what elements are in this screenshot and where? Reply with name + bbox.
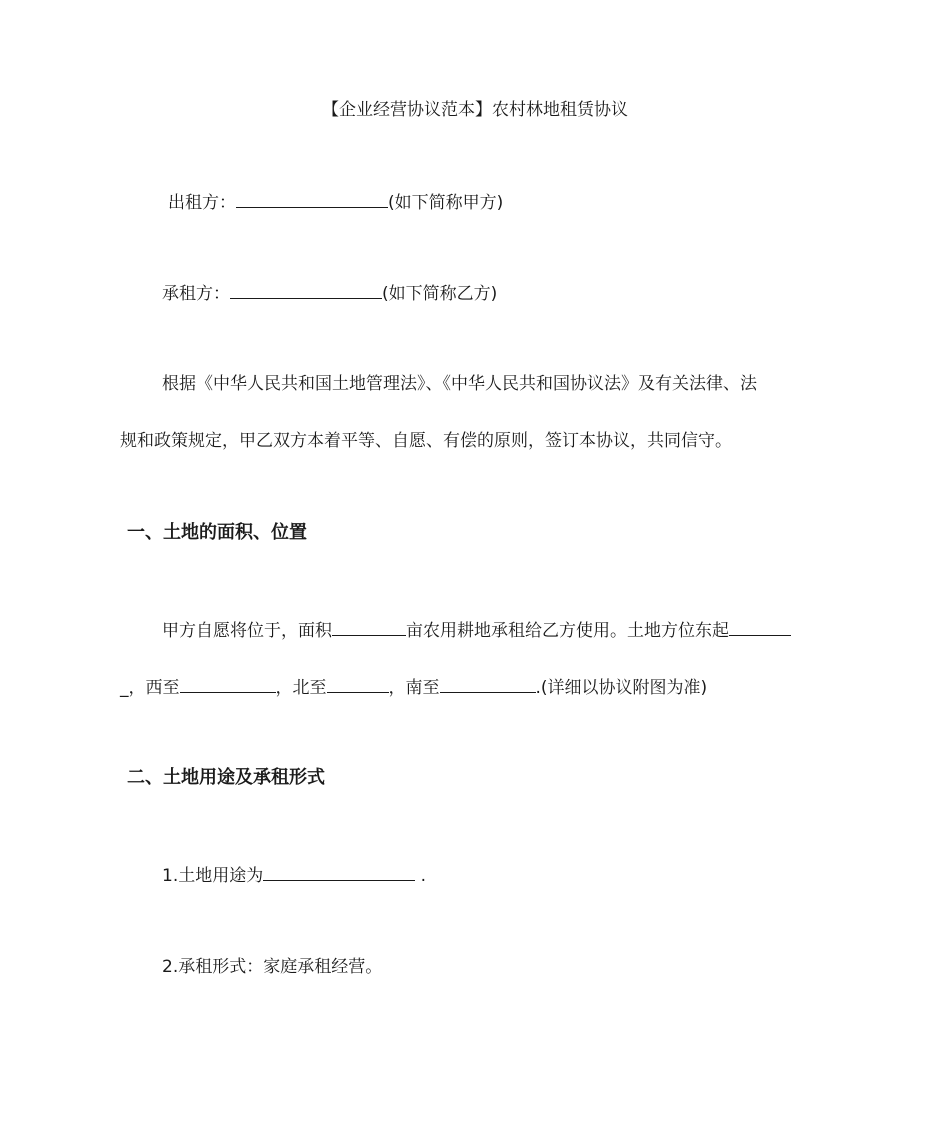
- section1-paragraph-line-1: [162, 618, 791, 643]
- lessee-blank: [230, 281, 382, 299]
- lessor-line: [168, 190, 503, 215]
- land-use-label: 1.土地用途为: [162, 866, 264, 886]
- lessee-label: 承租方：: [162, 284, 230, 304]
- document-title: 【企业经营协议范本】农村林地租赁协议: [322, 100, 628, 120]
- south-label: ，南至: [388, 678, 440, 698]
- north-label: ，北至: [275, 678, 327, 698]
- land-use-blank: [263, 863, 415, 881]
- land-use-end: .: [415, 866, 427, 886]
- land-use-item: [162, 863, 426, 888]
- west-blank: [180, 675, 276, 693]
- lessee-line: [162, 281, 497, 306]
- lessee-suffix: (如下简称乙方): [382, 284, 498, 304]
- area-blank: [332, 618, 406, 636]
- north-blank: [327, 675, 389, 693]
- lessor-label: 出租方：: [168, 193, 236, 213]
- south-blank: [440, 675, 536, 693]
- contract-form-item: 2.承租形式：家庭承租经营。: [162, 957, 383, 977]
- section1-text-a: 甲方自愿将位于，面积: [162, 621, 332, 641]
- preamble-line-2: 规和政策规定，甲乙双方本着平等、自愿、有偿的原则，签订本协议，共同信守。: [120, 431, 732, 451]
- east-blank: [729, 618, 791, 636]
- map-note: .(详细以协议附图为准): [535, 678, 708, 698]
- section1-text-b: 亩农用耕地承租给乙方使用。土地方位东起: [406, 621, 729, 641]
- preamble-line-1: 根据《中华人民共和国土地管理法》、《中华人民共和国协议法》及有关法律、法: [162, 374, 757, 394]
- lessor-suffix: (如下简称甲方): [388, 193, 504, 213]
- section1-paragraph-line-2: [120, 675, 707, 700]
- section2-heading: 二、土地用途及承租形式: [127, 767, 325, 788]
- section1-heading: 一、土地的面积、位置: [127, 522, 307, 543]
- west-label: _，西至: [120, 678, 180, 698]
- lessor-blank: [236, 190, 388, 208]
